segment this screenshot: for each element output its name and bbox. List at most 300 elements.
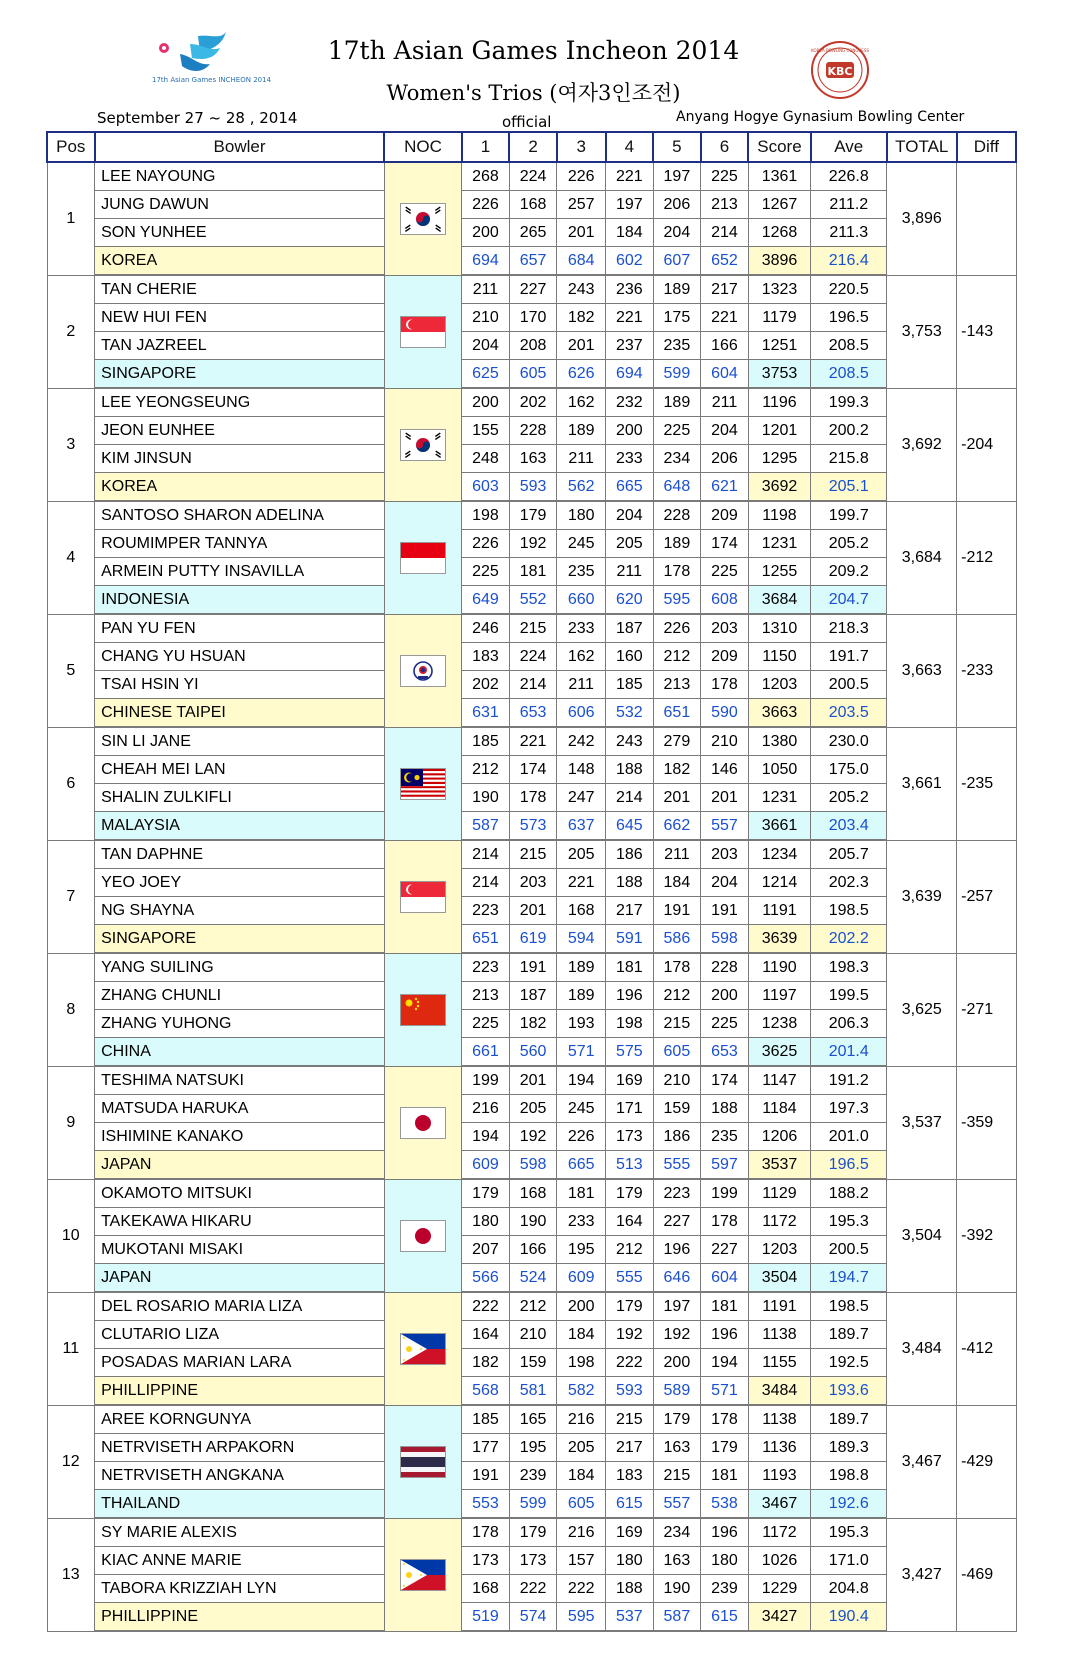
- game2-cell: 174: [509, 756, 557, 784]
- player-row: [47, 982, 1016, 1010]
- average-cell: 195.3: [811, 1208, 887, 1236]
- game6-cell: 239: [701, 1575, 749, 1603]
- game2-cell: 166: [509, 1236, 557, 1264]
- thailand-flag-icon: [400, 1446, 446, 1478]
- game5-cell: 201: [653, 784, 701, 812]
- score-cell: 1201: [748, 417, 810, 445]
- game5-cell: 211: [653, 840, 701, 869]
- score-cell: 3753: [748, 360, 810, 389]
- score-cell: 1310: [748, 614, 810, 643]
- game1-cell: 625: [462, 360, 510, 389]
- game1-cell: 223: [462, 953, 510, 982]
- game4-cell: 645: [606, 812, 654, 841]
- bowler-name-cell: NEW HUI FEN: [95, 304, 385, 332]
- game5-cell: 599: [653, 360, 701, 389]
- score-cell: 1129: [748, 1179, 810, 1208]
- venue-label: Anyang Hogye Gynasium Bowling Center: [676, 109, 965, 125]
- game6-cell: 598: [701, 925, 749, 954]
- average-cell: 197.3: [811, 1095, 887, 1123]
- average-cell: 211.2: [811, 191, 887, 219]
- game4-cell: 532: [606, 699, 654, 728]
- average-cell: 191.7: [811, 643, 887, 671]
- game4-cell: 180: [606, 1547, 654, 1575]
- bowler-name-cell: TAN CHERIE: [95, 275, 385, 304]
- game3-cell: 162: [557, 388, 606, 417]
- game5-cell: 210: [653, 1066, 701, 1095]
- game2-cell: 215: [509, 840, 557, 869]
- average-cell: 226.8: [811, 162, 887, 191]
- team-group: [47, 1405, 1016, 1518]
- average-cell: 198.5: [811, 897, 887, 925]
- average-cell: 208.5: [811, 332, 887, 360]
- player-row: [47, 1123, 1016, 1151]
- game4-cell: 591: [606, 925, 654, 954]
- score-cell: 1197: [748, 982, 810, 1010]
- diff-cell: -429: [957, 1405, 1016, 1518]
- score-cell: 1206: [748, 1123, 810, 1151]
- game2-cell: 221: [509, 727, 557, 756]
- score-cell: 1380: [748, 727, 810, 756]
- game2-cell: 222: [509, 1575, 557, 1603]
- game1-cell: 268: [462, 162, 510, 191]
- game5-cell: 200: [653, 1349, 701, 1377]
- game4-cell: 169: [606, 1066, 654, 1095]
- score-cell: 3427: [748, 1603, 810, 1632]
- game2-cell: 552: [509, 586, 557, 615]
- score-cell: 1251: [748, 332, 810, 360]
- player-row: [47, 1208, 1016, 1236]
- column-header-pos: Pos: [47, 132, 95, 162]
- score-cell: 1231: [748, 784, 810, 812]
- total-cell: 3,753: [887, 275, 957, 388]
- player-row: [47, 162, 1016, 191]
- game5-cell: 197: [653, 162, 701, 191]
- average-cell: 205.1: [811, 473, 887, 502]
- game5-cell: 215: [653, 1462, 701, 1490]
- game2-cell: 208: [509, 332, 557, 360]
- column-header-ave: Ave: [811, 132, 887, 162]
- average-cell: 209.2: [811, 558, 887, 586]
- game5-cell: 182: [653, 756, 701, 784]
- game6-cell: 204: [701, 869, 749, 897]
- game5-cell: 175: [653, 304, 701, 332]
- game6-cell: 225: [701, 162, 749, 191]
- game5-cell: 163: [653, 1547, 701, 1575]
- diff-cell: -359: [957, 1066, 1016, 1179]
- diff-cell: -412: [957, 1292, 1016, 1405]
- game5-cell: 279: [653, 727, 701, 756]
- team-group: [47, 388, 1016, 501]
- game6-cell: 538: [701, 1490, 749, 1519]
- diff-cell: -233: [957, 614, 1016, 727]
- game2-cell: 619: [509, 925, 557, 954]
- score-cell: 1229: [748, 1575, 810, 1603]
- bowler-name-cell: KIM JINSUN: [95, 445, 385, 473]
- position-cell: 11: [47, 1292, 95, 1405]
- average-cell: 200.5: [811, 671, 887, 699]
- team-total-row: [47, 247, 1016, 276]
- bowler-name-cell: DEL ROSARIO MARIA LIZA: [95, 1292, 385, 1321]
- game4-cell: 184: [606, 219, 654, 247]
- game5-cell: 178: [653, 558, 701, 586]
- game4-cell: 211: [606, 558, 654, 586]
- player-row: [47, 1236, 1016, 1264]
- team-group: [47, 501, 1016, 614]
- game4-cell: 243: [606, 727, 654, 756]
- average-cell: 202.3: [811, 869, 887, 897]
- philippines-flag-icon: [400, 1333, 446, 1365]
- game6-cell: 217: [701, 275, 749, 304]
- average-cell: 171.0: [811, 1547, 887, 1575]
- game4-cell: 179: [606, 1292, 654, 1321]
- game6-cell: 209: [701, 643, 749, 671]
- bowler-name-cell: TESHIMA NATSUKI: [95, 1066, 385, 1095]
- score-cell: 1191: [748, 897, 810, 925]
- game3-cell: 211: [557, 445, 606, 473]
- game4-cell: 160: [606, 643, 654, 671]
- average-cell: 201.0: [811, 1123, 887, 1151]
- game2-cell: 205: [509, 1095, 557, 1123]
- game1-cell: 226: [462, 530, 510, 558]
- game4-cell: 217: [606, 1434, 654, 1462]
- score-cell: 1196: [748, 388, 810, 417]
- position-cell: 2: [47, 275, 95, 388]
- game2-cell: 165: [509, 1405, 557, 1434]
- bowler-name-cell: POSADAS MARIAN LARA: [95, 1349, 385, 1377]
- team-name-cell: JAPAN: [95, 1264, 385, 1293]
- bowler-name-cell: OKAMOTO MITSUKI: [95, 1179, 385, 1208]
- game5-cell: 212: [653, 982, 701, 1010]
- game1-cell: 519: [462, 1603, 510, 1632]
- game3-cell: 182: [557, 304, 606, 332]
- game4-cell: 188: [606, 756, 654, 784]
- game6-cell: 590: [701, 699, 749, 728]
- player-row: [47, 1010, 1016, 1038]
- game4-cell: 694: [606, 360, 654, 389]
- team-group: [47, 614, 1016, 727]
- game4-cell: 188: [606, 1575, 654, 1603]
- position-cell: 1: [47, 162, 95, 275]
- game6-cell: 221: [701, 304, 749, 332]
- game2-cell: 581: [509, 1377, 557, 1406]
- bowler-name-cell: CHEAH MEI LAN: [95, 756, 385, 784]
- game3-cell: 201: [557, 332, 606, 360]
- game2-cell: 212: [509, 1292, 557, 1321]
- singapore-flag-icon: [400, 881, 446, 913]
- bowler-name-cell: TSAI HSIN YI: [95, 671, 385, 699]
- score-cell: 3684: [748, 586, 810, 615]
- noc-flag-cell: [384, 614, 461, 727]
- bowler-name-cell: YEO JOEY: [95, 869, 385, 897]
- game2-cell: 593: [509, 473, 557, 502]
- game5-cell: 215: [653, 1010, 701, 1038]
- game5-cell: 557: [653, 1490, 701, 1519]
- game4-cell: 214: [606, 784, 654, 812]
- column-header-bowler: Bowler: [95, 132, 385, 162]
- player-row: [47, 191, 1016, 219]
- average-cell: 189.3: [811, 1434, 887, 1462]
- total-cell: 3,625: [887, 953, 957, 1066]
- bowler-name-cell: JUNG DAWUN: [95, 191, 385, 219]
- game4-cell: 200: [606, 417, 654, 445]
- score-cell: 3467: [748, 1490, 810, 1519]
- game2-cell: 524: [509, 1264, 557, 1293]
- team-group: [47, 162, 1016, 275]
- player-row: [47, 840, 1016, 869]
- position-cell: 12: [47, 1405, 95, 1518]
- game1-cell: 177: [462, 1434, 510, 1462]
- game3-cell: 162: [557, 643, 606, 671]
- game1-cell: 649: [462, 586, 510, 615]
- bowler-name-cell: TAKEKAWA HIKARU: [95, 1208, 385, 1236]
- game3-cell: 198: [557, 1349, 606, 1377]
- player-row: [47, 1179, 1016, 1208]
- game5-cell: 607: [653, 247, 701, 276]
- player-row: [47, 530, 1016, 558]
- noc-flag-cell: [384, 1179, 461, 1292]
- japan-flag-icon: [400, 1107, 446, 1139]
- game5-cell: 226: [653, 614, 701, 643]
- game3-cell: 245: [557, 1095, 606, 1123]
- philippines-flag-icon: [400, 1559, 446, 1591]
- team-group: [47, 727, 1016, 840]
- team-total-row: [47, 473, 1016, 502]
- average-cell: 204.8: [811, 1575, 887, 1603]
- game5-cell: 206: [653, 191, 701, 219]
- game6-cell: 200: [701, 982, 749, 1010]
- player-row: [47, 869, 1016, 897]
- score-cell: 1136: [748, 1434, 810, 1462]
- team-total-row: [47, 586, 1016, 615]
- bowler-name-cell: AREE KORNGUNYA: [95, 1405, 385, 1434]
- game1-cell: 222: [462, 1292, 510, 1321]
- player-row: [47, 304, 1016, 332]
- diff-cell: -392: [957, 1179, 1016, 1292]
- game5-cell: 163: [653, 1434, 701, 1462]
- game5-cell: 178: [653, 953, 701, 982]
- game2-cell: 179: [509, 501, 557, 530]
- bowler-name-cell: TABORA KRIZZIAH LYN: [95, 1575, 385, 1603]
- game6-cell: 652: [701, 247, 749, 276]
- team-name-cell: MALAYSIA: [95, 812, 385, 841]
- game4-cell: 555: [606, 1264, 654, 1293]
- game6-cell: 608: [701, 586, 749, 615]
- average-cell: 230.0: [811, 727, 887, 756]
- average-cell: 203.5: [811, 699, 887, 728]
- game5-cell: 662: [653, 812, 701, 841]
- noc-flag-cell: [384, 275, 461, 388]
- game3-cell: 582: [557, 1377, 606, 1406]
- column-header-g2: 2: [509, 132, 557, 162]
- game3-cell: 205: [557, 840, 606, 869]
- column-header-g4: 4: [606, 132, 654, 162]
- game3-cell: 221: [557, 869, 606, 897]
- score-cell: 1214: [748, 869, 810, 897]
- game4-cell: 221: [606, 304, 654, 332]
- game1-cell: 210: [462, 304, 510, 332]
- bowler-name-cell: MUKOTANI MISAKI: [95, 1236, 385, 1264]
- game4-cell: 186: [606, 840, 654, 869]
- column-header-g3: 3: [557, 132, 606, 162]
- game1-cell: 180: [462, 1208, 510, 1236]
- event-date: September 27 ~ 28 , 2014: [97, 109, 298, 127]
- game6-cell: 201: [701, 784, 749, 812]
- game3-cell: 257: [557, 191, 606, 219]
- position-cell: 7: [47, 840, 95, 953]
- game4-cell: 173: [606, 1123, 654, 1151]
- game4-cell: 198: [606, 1010, 654, 1038]
- game3-cell: 226: [557, 162, 606, 191]
- team-total-row: [47, 812, 1016, 841]
- game2-cell: 201: [509, 1066, 557, 1095]
- game3-cell: 245: [557, 530, 606, 558]
- game5-cell: 234: [653, 1518, 701, 1547]
- team-name-cell: PHILLIPPINE: [95, 1377, 385, 1406]
- score-cell: 1184: [748, 1095, 810, 1123]
- game2-cell: 192: [509, 1123, 557, 1151]
- game1-cell: 198: [462, 501, 510, 530]
- game5-cell: 190: [653, 1575, 701, 1603]
- game4-cell: 602: [606, 247, 654, 276]
- game5-cell: 651: [653, 699, 701, 728]
- game6-cell: 174: [701, 1066, 749, 1095]
- game2-cell: 224: [509, 162, 557, 191]
- game4-cell: 204: [606, 501, 654, 530]
- score-cell: 1238: [748, 1010, 810, 1038]
- game5-cell: 213: [653, 671, 701, 699]
- game1-cell: 214: [462, 840, 510, 869]
- game1-cell: 199: [462, 1066, 510, 1095]
- team-name-cell: THAILAND: [95, 1490, 385, 1519]
- bowler-name-cell: SHALIN ZULKIFLI: [95, 784, 385, 812]
- team-total-row: [47, 1377, 1016, 1406]
- event-subtitle: Women's Trios (여자3인조전): [386, 81, 681, 105]
- average-cell: 199.7: [811, 501, 887, 530]
- game3-cell: 595: [557, 1603, 606, 1632]
- game1-cell: 568: [462, 1377, 510, 1406]
- game4-cell: 197: [606, 191, 654, 219]
- bowler-name-cell: JEON EUNHEE: [95, 417, 385, 445]
- game5-cell: 595: [653, 586, 701, 615]
- team-name-cell: KOREA: [95, 473, 385, 502]
- team-group: [47, 1066, 1016, 1179]
- average-cell: 175.0: [811, 756, 887, 784]
- game6-cell: 228: [701, 953, 749, 982]
- game6-cell: 194: [701, 1349, 749, 1377]
- game2-cell: 228: [509, 417, 557, 445]
- noc-flag-cell: [384, 388, 461, 501]
- game5-cell: 189: [653, 275, 701, 304]
- player-row: [47, 332, 1016, 360]
- game3-cell: 201: [557, 219, 606, 247]
- average-cell: 200.5: [811, 1236, 887, 1264]
- game5-cell: 223: [653, 1179, 701, 1208]
- game4-cell: 185: [606, 671, 654, 699]
- player-row: [47, 1547, 1016, 1575]
- game2-cell: 192: [509, 530, 557, 558]
- game5-cell: 159: [653, 1095, 701, 1123]
- game5-cell: 189: [653, 530, 701, 558]
- game1-cell: 179: [462, 1179, 510, 1208]
- bowler-name-cell: ROUMIMPER TANNYA: [95, 530, 385, 558]
- game6-cell: 191: [701, 897, 749, 925]
- bowler-name-cell: MATSUDA HARUKA: [95, 1095, 385, 1123]
- average-cell: 193.6: [811, 1377, 887, 1406]
- player-row: [47, 727, 1016, 756]
- game3-cell: 242: [557, 727, 606, 756]
- game1-cell: 223: [462, 897, 510, 925]
- diff-cell: -143: [957, 275, 1016, 388]
- game3-cell: 184: [557, 1321, 606, 1349]
- game6-cell: 178: [701, 671, 749, 699]
- game6-cell: 227: [701, 1236, 749, 1264]
- team-total-row: [47, 925, 1016, 954]
- game4-cell: 615: [606, 1490, 654, 1519]
- game3-cell: 205: [557, 1434, 606, 1462]
- game4-cell: 181: [606, 953, 654, 982]
- column-header-noc: NOC: [384, 132, 461, 162]
- average-cell: 198.8: [811, 1462, 887, 1490]
- game3-cell: 605: [557, 1490, 606, 1519]
- game2-cell: 190: [509, 1208, 557, 1236]
- player-row: [47, 1462, 1016, 1490]
- average-cell: 196.5: [811, 1151, 887, 1180]
- average-cell: 200.2: [811, 417, 887, 445]
- game3-cell: 216: [557, 1405, 606, 1434]
- game4-cell: 575: [606, 1038, 654, 1067]
- player-row: [47, 558, 1016, 586]
- game2-cell: 170: [509, 304, 557, 332]
- logo-right-ring-text: KOREA BOWLING CONGRESS: [811, 48, 869, 53]
- score-cell: 1203: [748, 671, 810, 699]
- diff-cell: -204: [957, 388, 1016, 501]
- game1-cell: 566: [462, 1264, 510, 1293]
- game6-cell: 211: [701, 388, 749, 417]
- game4-cell: 665: [606, 473, 654, 502]
- game4-cell: 236: [606, 275, 654, 304]
- total-cell: 3,467: [887, 1405, 957, 1518]
- team-total-row: [47, 1264, 1016, 1293]
- team-total-row: [47, 699, 1016, 728]
- team-total-row: [47, 1603, 1016, 1632]
- bowler-name-cell: ARMEIN PUTTY INSAVILLA: [95, 558, 385, 586]
- game3-cell: 562: [557, 473, 606, 502]
- average-cell: 211.3: [811, 219, 887, 247]
- game5-cell: 586: [653, 925, 701, 954]
- logo-left-text: 17th Asian Games INCHEON 2014: [152, 76, 272, 84]
- game2-cell: 657: [509, 247, 557, 276]
- game1-cell: 185: [462, 727, 510, 756]
- total-cell: 3,504: [887, 1179, 957, 1292]
- player-row: [47, 219, 1016, 247]
- game6-cell: 204: [701, 417, 749, 445]
- position-cell: 3: [47, 388, 95, 501]
- noc-flag-cell: [384, 953, 461, 1066]
- game3-cell: 233: [557, 614, 606, 643]
- game6-cell: 571: [701, 1377, 749, 1406]
- official-label: official: [502, 113, 552, 131]
- game4-cell: 196: [606, 982, 654, 1010]
- diff-cell: -271: [957, 953, 1016, 1066]
- game2-cell: 560: [509, 1038, 557, 1067]
- bowler-name-cell: SIN LI JANE: [95, 727, 385, 756]
- column-header-diff: Diff: [957, 132, 1016, 162]
- score-cell: 1323: [748, 275, 810, 304]
- score-cell: 1234: [748, 840, 810, 869]
- score-cell: 3504: [748, 1264, 810, 1293]
- bowler-name-cell: CLUTARIO LIZA: [95, 1321, 385, 1349]
- game2-cell: 653: [509, 699, 557, 728]
